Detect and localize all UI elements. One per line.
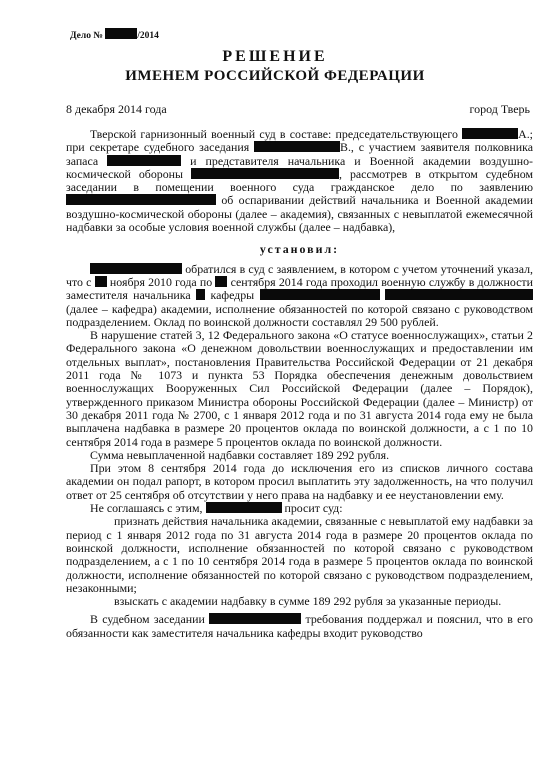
demand-recognize: признать действия начальника академии, связанные с невыплатой ему надбавки за период с 1 января 2012 года по 31 августа 2014 года в размере 20 процентов оклада по воинской должности, исполнение обязанностей по которой связано с руководством подразделением, а с 1 по 10 сентября 2014 года в размере 5 процентов оклада по воинской должности, исполнение обязанностей по которой связано с руководством подразделением, незаконными; [66, 514, 533, 595]
text-span: Не соглашаясь с этим, [90, 501, 203, 516]
text-span: (далее – кафедра) академии, исполнение обязанностей по которой связано с руководством подразделением. Оклад по воинской должности составлял 29 500 рублей. [66, 301, 533, 329]
text-span: кафедры [210, 288, 255, 303]
redaction-block [260, 289, 380, 300]
text-span: обратился в суд с заявлением, в котором с учетом уточнений указал, что с [66, 261, 533, 289]
paragraph-claim [66, 263, 533, 329]
decision-city: город Тверь [469, 102, 530, 116]
text-span: и представителя начальника и Военной академии воздушно-космической обороны [66, 153, 533, 181]
redaction-block [462, 128, 518, 139]
document-subtitle: ИМЕНЕМ РОССИЙСКОЙ ФЕДЕРАЦИИ [125, 68, 425, 84]
decision-body [66, 128, 533, 640]
redaction-block [95, 276, 107, 287]
paragraph-report: При этом 8 сентября 2014 года до исключения его из списков личного состава академии он подал рапорт, в котором просил выплатить эту задолженность, на что получил ответ от 25 сентября об отсутствии у него права на надбавку и ее неустановлении ему. [66, 461, 533, 502]
paragraph-request [66, 502, 533, 515]
paragraph-violation: В нарушение статей 3, 12 Федерального закона «О статусе военнослужащих», статьи 2 Федерального закона «О денежном довольствии военнослужащих и предоставлении им отдельных выплат», постановления Правительства Российской Федерации от 21 декабря 2011 года № 1073 и пункта 53 Порядка обеспечения денежным довольствием военнослужащих Вооруженных Сил Российской Федерации (далее – Порядок), утвержденного приказом Министра обороны Российской Федерации (далее – Министр) от 30 декабря 2011 года № 2700, с 1 января 2012 года и по 31 августа 2014 года ему не была выплачена надбавка в размере 20 процентов оклада по воинской должности, а с 1 по 10 сентября 2014 года в размере 5 процентов оклада по воинской должности. [66, 328, 533, 449]
paragraph-hearing [66, 613, 533, 640]
paragraph-court-composition [66, 128, 533, 234]
redaction-block [107, 155, 181, 166]
document-title: РЕШЕНИЕ [222, 48, 328, 65]
text-span: просит суд: [284, 501, 343, 516]
text-span: В., с участием заявителя полковника запаса [66, 140, 533, 168]
text-span: об оспаривании действий начальника и Военной академии воздушно-космической обороны (далее – академия), связанных с невыплатой ежемесячной надбавки за особые условия военной службы (далее – надбавка), [66, 193, 533, 235]
decision-date: 8 декабря 2014 года [66, 102, 167, 116]
text-span: требования поддержал и пояснил, что в его обязанности как заместителя начальника кафедры входит руководство [66, 612, 533, 640]
case-number [70, 28, 159, 41]
text-span: ноября 2010 года по [109, 274, 213, 289]
demand-recover: взыскать с академии надбавку в сумме 189 292 рубля за указанные периоды. [114, 594, 502, 609]
text-span: В судебном заседании [90, 612, 205, 627]
text-span: Тверской гарнизонный военный суд в составе: председательствующего [90, 127, 458, 141]
redaction-block [206, 502, 282, 513]
paragraph-sum: Сумма невыплаченной надбавки составляет 189 292 рубля. [90, 447, 390, 462]
redaction-block [105, 28, 137, 39]
redaction-block [66, 194, 216, 205]
case-suffix: /2014 [137, 31, 159, 41]
redaction-block [90, 263, 182, 274]
text-span: сентября 2014 года проходил военную службу в должности заместителя начальника [66, 274, 533, 303]
redaction-block [215, 276, 227, 287]
redaction-block [191, 168, 339, 179]
redaction-block [196, 289, 205, 300]
ustanovil-heading: установил: [259, 242, 340, 257]
text-span: , рассмотрев в открытом судебном заседании в помещении военного суда гражданское дело по заявлению [66, 166, 533, 195]
case-label: Дело № [70, 31, 103, 41]
redaction-block [254, 141, 340, 152]
redaction-block [209, 613, 301, 624]
text-span: А.; при секретаре судебного заседания [66, 127, 533, 155]
redaction-block [385, 289, 533, 300]
